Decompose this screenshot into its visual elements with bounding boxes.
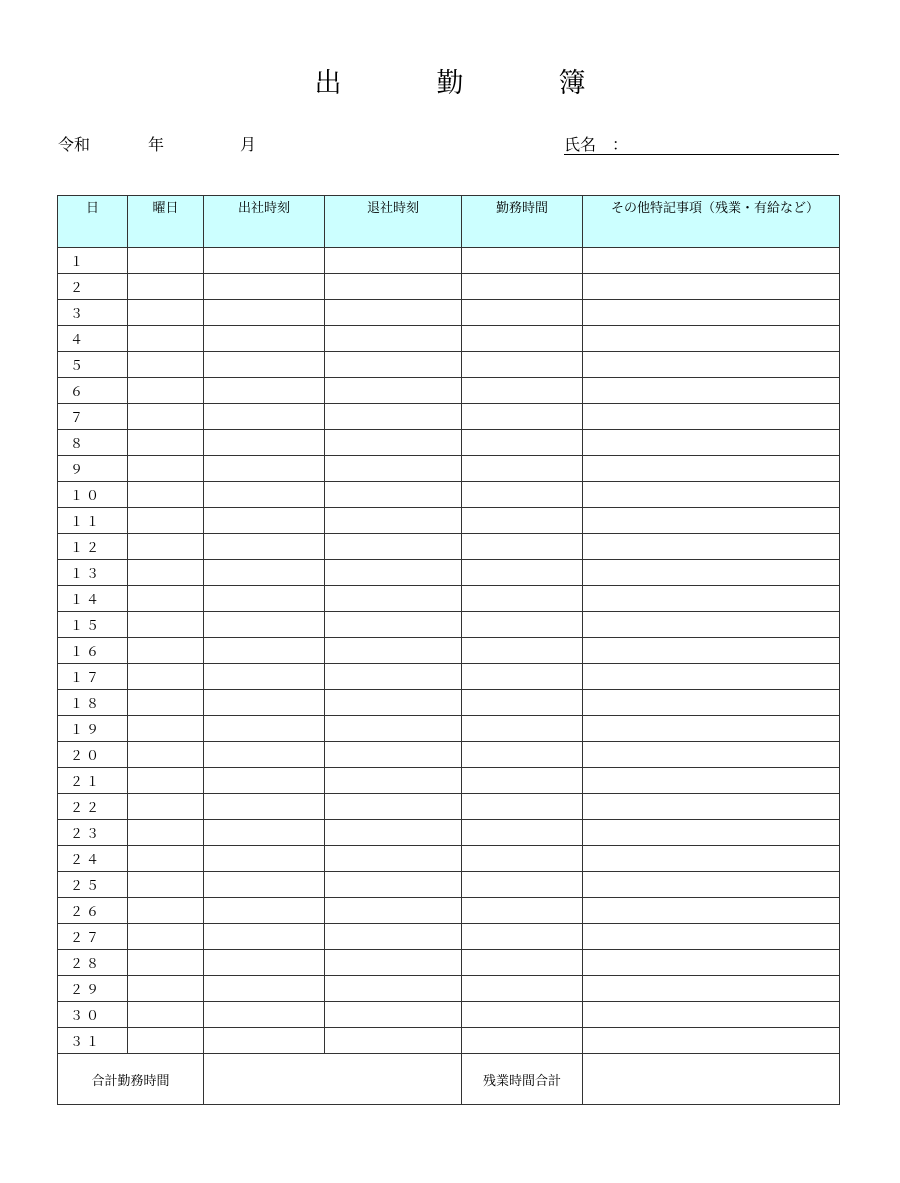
day-number: １８: [58, 690, 128, 716]
clock-in-cell[interactable]: [204, 716, 325, 742]
weekday-cell[interactable]: [128, 638, 204, 664]
work-hours-cell[interactable]: [462, 300, 583, 326]
work-hours-cell[interactable]: [462, 716, 583, 742]
clock-out-cell[interactable]: [325, 846, 462, 872]
table-row: [58, 924, 840, 950]
day-number: １０: [58, 482, 128, 508]
work-hours-cell[interactable]: [462, 612, 583, 638]
notes-cell[interactable]: [583, 456, 840, 482]
table-row: [58, 664, 840, 690]
day-number: ２１: [58, 768, 128, 794]
work-hours-cell[interactable]: [462, 404, 583, 430]
notes-cell[interactable]: [583, 976, 840, 1002]
work-hours-cell[interactable]: [462, 820, 583, 846]
weekday-cell[interactable]: [128, 508, 204, 534]
clock-in-cell[interactable]: [204, 872, 325, 898]
notes-cell[interactable]: [583, 768, 840, 794]
weekday-cell[interactable]: [128, 1002, 204, 1028]
work-hours-cell[interactable]: [462, 326, 583, 352]
work-hours-cell[interactable]: [462, 1002, 583, 1028]
table-row: [58, 560, 840, 586]
table-row: [58, 404, 840, 430]
clock-out-cell[interactable]: [325, 820, 462, 846]
notes-cell[interactable]: [583, 404, 840, 430]
name-field-line[interactable]: [564, 154, 839, 155]
clock-out-cell[interactable]: [325, 1002, 462, 1028]
day-number: ２９: [58, 976, 128, 1002]
weekday-cell[interactable]: [128, 612, 204, 638]
clock-in-cell[interactable]: [204, 638, 325, 664]
weekday-cell[interactable]: [128, 976, 204, 1002]
day-number: ３: [58, 300, 128, 326]
table-row: [58, 378, 840, 404]
day-number: ２７: [58, 924, 128, 950]
clock-out-cell[interactable]: [325, 404, 462, 430]
weekday-cell[interactable]: [128, 430, 204, 456]
notes-cell[interactable]: [583, 846, 840, 872]
day-number: ２０: [58, 742, 128, 768]
clock-out-cell[interactable]: [325, 742, 462, 768]
total-overtime-cell[interactable]: [583, 1054, 840, 1105]
clock-in-cell[interactable]: [204, 794, 325, 820]
header-work-hours: 勤務時間: [462, 196, 583, 248]
notes-cell[interactable]: [583, 508, 840, 534]
clock-out-cell[interactable]: [325, 456, 462, 482]
day-number: ２４: [58, 846, 128, 872]
table-row: [58, 820, 840, 846]
clock-in-cell[interactable]: [204, 1028, 325, 1054]
day-number: ２６: [58, 898, 128, 924]
clock-in-cell[interactable]: [204, 560, 325, 586]
notes-cell[interactable]: [583, 664, 840, 690]
table-row: [58, 482, 840, 508]
clock-out-cell[interactable]: [325, 976, 462, 1002]
day-number: １７: [58, 664, 128, 690]
total-work-label: 合計勤務時間: [58, 1054, 204, 1105]
clock-out-cell[interactable]: [325, 768, 462, 794]
day-number: ２: [58, 274, 128, 300]
day-number: １: [58, 248, 128, 274]
weekday-cell[interactable]: [128, 274, 204, 300]
weekday-cell[interactable]: [128, 1028, 204, 1054]
day-number: １２: [58, 534, 128, 560]
clock-out-cell[interactable]: [325, 248, 462, 274]
notes-cell[interactable]: [583, 1002, 840, 1028]
clock-in-cell[interactable]: [204, 430, 325, 456]
notes-cell[interactable]: [583, 690, 840, 716]
clock-in-cell[interactable]: [204, 586, 325, 612]
clock-in-cell[interactable]: [204, 1002, 325, 1028]
clock-in-cell[interactable]: [204, 378, 325, 404]
weekday-cell[interactable]: [128, 482, 204, 508]
clock-in-cell[interactable]: [204, 820, 325, 846]
header-notes: その他特記事項（残業・有給など）: [583, 196, 840, 248]
clock-out-cell[interactable]: [325, 924, 462, 950]
clock-in-cell[interactable]: [204, 898, 325, 924]
notes-cell[interactable]: [583, 638, 840, 664]
work-hours-cell[interactable]: [462, 560, 583, 586]
clock-out-cell[interactable]: [325, 586, 462, 612]
weekday-cell[interactable]: [128, 846, 204, 872]
day-number: １６: [58, 638, 128, 664]
table-row: [58, 898, 840, 924]
weekday-cell[interactable]: [128, 300, 204, 326]
clock-in-cell[interactable]: [204, 326, 325, 352]
total-row: [58, 1054, 840, 1105]
table-row: [58, 274, 840, 300]
clock-out-cell[interactable]: [325, 274, 462, 300]
clock-out-cell[interactable]: [325, 560, 462, 586]
day-number: １３: [58, 560, 128, 586]
clock-in-cell[interactable]: [204, 482, 325, 508]
work-hours-cell[interactable]: [462, 378, 583, 404]
clock-out-cell[interactable]: [325, 716, 462, 742]
notes-cell[interactable]: [583, 612, 840, 638]
day-number: ８: [58, 430, 128, 456]
work-hours-cell[interactable]: [462, 508, 583, 534]
weekday-cell[interactable]: [128, 742, 204, 768]
name-label: 氏名 ：: [564, 135, 629, 154]
clock-out-cell[interactable]: [325, 482, 462, 508]
notes-cell[interactable]: [583, 534, 840, 560]
header-row: [58, 196, 840, 248]
clock-in-cell[interactable]: [204, 664, 325, 690]
clock-in-cell[interactable]: [204, 976, 325, 1002]
clock-in-cell[interactable]: [204, 456, 325, 482]
notes-cell[interactable]: [583, 326, 840, 352]
clock-out-cell[interactable]: [325, 534, 462, 560]
header-clock-out: 退社時刻: [325, 196, 462, 248]
clock-in-cell[interactable]: [204, 300, 325, 326]
work-hours-cell[interactable]: [462, 690, 583, 716]
work-hours-cell[interactable]: [462, 534, 583, 560]
day-number: ７: [58, 404, 128, 430]
day-number: ２３: [58, 820, 128, 846]
day-number: ２２: [58, 794, 128, 820]
notes-cell[interactable]: [583, 248, 840, 274]
table-row: [58, 768, 840, 794]
table-row: [58, 690, 840, 716]
work-hours-cell[interactable]: [462, 846, 583, 872]
notes-cell[interactable]: [583, 716, 840, 742]
year-label: 年: [148, 135, 165, 154]
clock-in-cell[interactable]: [204, 950, 325, 976]
table-row: [58, 794, 840, 820]
table-row: [58, 534, 840, 560]
notes-cell[interactable]: [583, 872, 840, 898]
work-hours-cell[interactable]: [462, 274, 583, 300]
weekday-cell[interactable]: [128, 248, 204, 274]
notes-cell[interactable]: [583, 430, 840, 456]
clock-in-cell[interactable]: [204, 846, 325, 872]
weekday-cell[interactable]: [128, 664, 204, 690]
clock-in-cell[interactable]: [204, 248, 325, 274]
weekday-cell[interactable]: [128, 326, 204, 352]
weekday-cell[interactable]: [128, 768, 204, 794]
weekday-cell[interactable]: [128, 898, 204, 924]
era-label: 令和: [58, 135, 91, 154]
day-number: １４: [58, 586, 128, 612]
weekday-cell[interactable]: [128, 872, 204, 898]
clock-out-cell[interactable]: [325, 1028, 462, 1054]
table-row: [58, 300, 840, 326]
work-hours-cell[interactable]: [462, 430, 583, 456]
table-row: [58, 248, 840, 274]
attendance-table: [57, 195, 840, 1105]
notes-cell[interactable]: [583, 274, 840, 300]
day-number: ２５: [58, 872, 128, 898]
work-hours-cell[interactable]: [462, 898, 583, 924]
table-row: [58, 352, 840, 378]
notes-cell[interactable]: [583, 560, 840, 586]
weekday-cell[interactable]: [128, 924, 204, 950]
table-row: [58, 742, 840, 768]
notes-cell[interactable]: [583, 924, 840, 950]
clock-in-cell[interactable]: [204, 690, 325, 716]
work-hours-cell[interactable]: [462, 768, 583, 794]
weekday-cell[interactable]: [128, 352, 204, 378]
table-row: [58, 508, 840, 534]
weekday-cell[interactable]: [128, 586, 204, 612]
weekday-cell[interactable]: [128, 950, 204, 976]
header-weekday: 曜日: [128, 196, 204, 248]
clock-out-cell[interactable]: [325, 378, 462, 404]
total-overtime-label: 残業時間合計: [462, 1054, 583, 1105]
work-hours-cell[interactable]: [462, 1028, 583, 1054]
clock-out-cell[interactable]: [325, 898, 462, 924]
work-hours-cell[interactable]: [462, 950, 583, 976]
notes-cell[interactable]: [583, 378, 840, 404]
work-hours-cell[interactable]: [462, 456, 583, 482]
table-row: [58, 1002, 840, 1028]
table-row: [58, 430, 840, 456]
table-row: [58, 456, 840, 482]
day-number: ２８: [58, 950, 128, 976]
table-row: [58, 872, 840, 898]
weekday-cell[interactable]: [128, 560, 204, 586]
clock-in-cell[interactable]: [204, 612, 325, 638]
weekday-cell[interactable]: [128, 404, 204, 430]
day-number: １１: [58, 508, 128, 534]
notes-cell[interactable]: [583, 300, 840, 326]
clock-in-cell[interactable]: [204, 534, 325, 560]
work-hours-cell[interactable]: [462, 872, 583, 898]
table-row: [58, 846, 840, 872]
clock-out-cell[interactable]: [325, 612, 462, 638]
day-number: ５: [58, 352, 128, 378]
work-hours-cell[interactable]: [462, 352, 583, 378]
work-hours-cell[interactable]: [462, 742, 583, 768]
clock-out-cell[interactable]: [325, 950, 462, 976]
notes-cell[interactable]: [583, 1028, 840, 1054]
work-hours-cell[interactable]: [462, 248, 583, 274]
table-row: [58, 950, 840, 976]
header-clock-in: 出社時刻: [204, 196, 325, 248]
weekday-cell[interactable]: [128, 794, 204, 820]
work-hours-cell[interactable]: [462, 482, 583, 508]
work-hours-cell[interactable]: [462, 794, 583, 820]
clock-in-cell[interactable]: [204, 274, 325, 300]
weekday-cell[interactable]: [128, 820, 204, 846]
notes-cell[interactable]: [583, 742, 840, 768]
clock-in-cell[interactable]: [204, 768, 325, 794]
weekday-cell[interactable]: [128, 456, 204, 482]
notes-cell[interactable]: [583, 898, 840, 924]
work-hours-cell[interactable]: [462, 924, 583, 950]
clock-out-cell[interactable]: [325, 638, 462, 664]
clock-in-cell[interactable]: [204, 352, 325, 378]
day-number: ３０: [58, 1002, 128, 1028]
clock-in-cell[interactable]: [204, 924, 325, 950]
weekday-cell[interactable]: [128, 690, 204, 716]
notes-cell[interactable]: [583, 586, 840, 612]
month-label: 月: [240, 135, 257, 154]
clock-in-cell[interactable]: [204, 404, 325, 430]
clock-out-cell[interactable]: [325, 794, 462, 820]
work-hours-cell[interactable]: [462, 586, 583, 612]
clock-in-cell[interactable]: [204, 508, 325, 534]
weekday-cell[interactable]: [128, 378, 204, 404]
total-work-cell[interactable]: [204, 1054, 462, 1105]
clock-out-cell[interactable]: [325, 326, 462, 352]
day-number: ３１: [58, 1028, 128, 1054]
clock-out-cell[interactable]: [325, 690, 462, 716]
clock-out-cell[interactable]: [325, 872, 462, 898]
work-hours-cell[interactable]: [462, 664, 583, 690]
work-hours-cell[interactable]: [462, 638, 583, 664]
clock-out-cell[interactable]: [325, 508, 462, 534]
clock-out-cell[interactable]: [325, 352, 462, 378]
weekday-cell[interactable]: [128, 716, 204, 742]
day-number: ４: [58, 326, 128, 352]
clock-in-cell[interactable]: [204, 742, 325, 768]
clock-out-cell[interactable]: [325, 300, 462, 326]
table-row: [58, 586, 840, 612]
day-number: ９: [58, 456, 128, 482]
table-row: [58, 976, 840, 1002]
day-number: １５: [58, 612, 128, 638]
notes-cell[interactable]: [583, 794, 840, 820]
day-number: ６: [58, 378, 128, 404]
clock-out-cell[interactable]: [325, 430, 462, 456]
table-row: [58, 326, 840, 352]
weekday-cell[interactable]: [128, 534, 204, 560]
day-number: １９: [58, 716, 128, 742]
notes-cell[interactable]: [583, 950, 840, 976]
table-row: [58, 1028, 840, 1054]
notes-cell[interactable]: [583, 482, 840, 508]
table-row: [58, 716, 840, 742]
clock-out-cell[interactable]: [325, 664, 462, 690]
notes-cell[interactable]: [583, 352, 840, 378]
header-day: 日: [58, 196, 128, 248]
table-row: [58, 638, 840, 664]
table-row: [58, 612, 840, 638]
work-hours-cell[interactable]: [462, 976, 583, 1002]
page-title: 出 勤 簿: [314, 68, 620, 99]
notes-cell[interactable]: [583, 820, 840, 846]
